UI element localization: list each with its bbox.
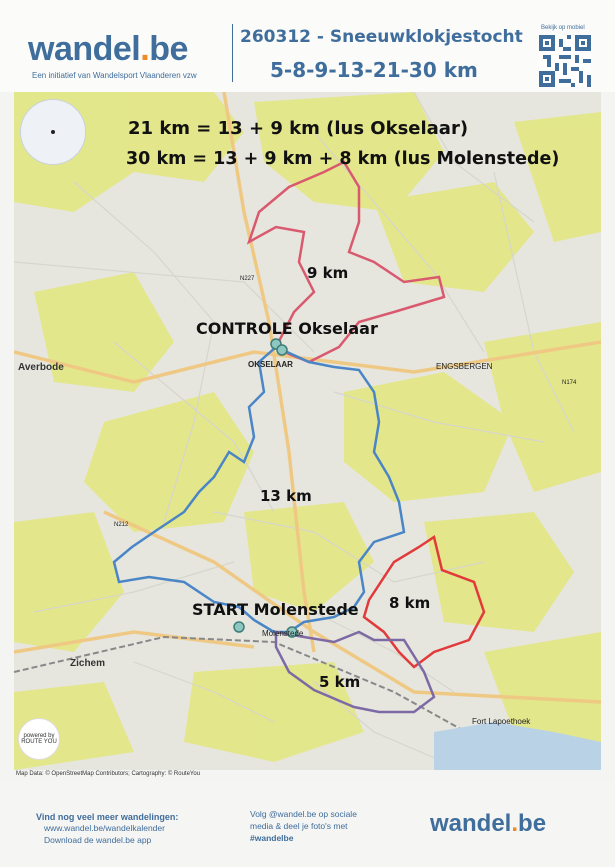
footer-hashtag: #wandelbe xyxy=(250,833,294,843)
qr-label: Bekijk op mobiel xyxy=(541,25,585,31)
walk-distances: 5-8-9-13-21-30 km xyxy=(270,58,478,82)
overlay-21km: 21 km = 13 + 9 km (lus Okselaar) xyxy=(128,118,469,139)
footer-logo-be: be xyxy=(518,810,547,837)
label-controle: CONTROLE Okselaar xyxy=(196,319,378,338)
map-credit: Map Data: © OpenStreetMap Contributors; Cartography: © RouteYou xyxy=(16,771,201,777)
place-molenstede: Molenstede xyxy=(262,629,304,638)
road-n212: N212 xyxy=(114,522,129,528)
footer-social-1: Volg @wandel.be op sociale xyxy=(250,809,357,819)
label-5km: 5 km xyxy=(319,673,361,691)
locator-minimap[interactable] xyxy=(20,99,86,165)
routeyou-badge[interactable] xyxy=(18,718,60,760)
footer-headline: Vind nog veel meer wandelingen: xyxy=(36,812,179,822)
place-engsbergen: ENGSBERGEN xyxy=(436,362,493,371)
place-zichem: Zichem xyxy=(70,658,106,669)
overlay-30km: 30 km = 13 + 9 km + 8 km (lus Molenstede) xyxy=(126,149,560,169)
label-9km: 9 km xyxy=(307,264,349,282)
route-map[interactable] xyxy=(14,92,601,770)
header-divider xyxy=(232,24,233,82)
footer-app-text: Download de wandel.be app xyxy=(44,835,152,845)
label-8km: 8 km xyxy=(389,594,431,612)
place-averbode: Averbode xyxy=(18,362,64,373)
qr-code-icon[interactable] xyxy=(539,35,591,87)
logo-main: wandel xyxy=(28,30,141,68)
footer-link-calendar[interactable]: www.wandel.be/wandelkalender xyxy=(44,823,165,833)
footer-social-2: media & deel je foto's met xyxy=(250,821,348,831)
logo-be: be xyxy=(149,30,188,68)
routeyou-label: powered by ROUTE YOU xyxy=(21,733,57,745)
logo-subtitle: Een initiatief van Wandelsport Vlaanderen vzw xyxy=(32,71,197,80)
label-start: START Molenstede xyxy=(192,600,359,619)
footer-logo-main: wandel xyxy=(430,810,512,837)
place-okselaar: OKSELAAR xyxy=(248,360,293,369)
footer-logo[interactable]: wandel.be xyxy=(430,810,547,837)
walk-title: 260312 - Sneeuwklokjestocht xyxy=(240,27,523,47)
wandelbe-logo[interactable]: wandel.be xyxy=(28,30,188,68)
label-13km: 13 km xyxy=(260,487,312,505)
road-n227: N227 xyxy=(240,276,255,282)
location-pin-icon xyxy=(51,130,55,134)
place-fort: Fort Lapoethoek xyxy=(472,717,531,726)
road-n174: N174 xyxy=(562,380,577,386)
